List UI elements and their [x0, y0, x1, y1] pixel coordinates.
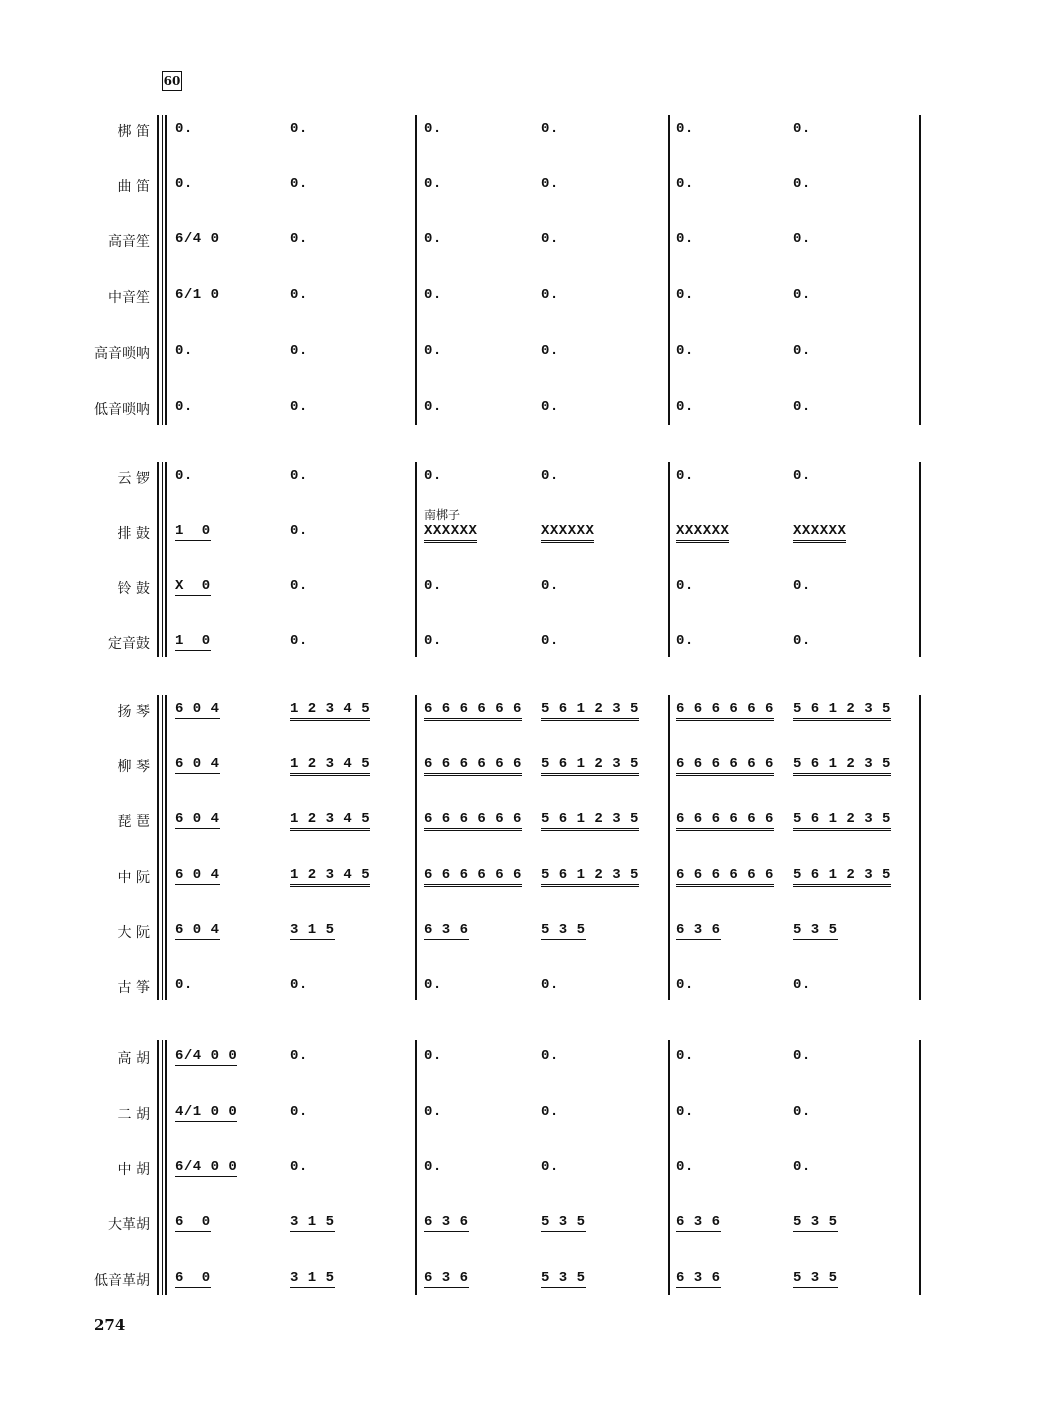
measure-cell: 6/4 0: [175, 231, 220, 247]
measure-cell: 0.: [424, 121, 442, 137]
measure-cell: 6 3 6: [424, 1214, 469, 1230]
measure-cell: 0.: [424, 287, 442, 303]
measure-cell: 0.: [541, 231, 559, 247]
group-bracket: [157, 462, 163, 657]
measure-cell: 0.: [290, 578, 308, 594]
measure-cell: 0.: [793, 176, 811, 192]
barline: [919, 1040, 921, 1295]
instrument-label: 扬 琴: [117, 704, 150, 720]
barline: [415, 1040, 417, 1295]
measure-cell: 0.: [175, 977, 193, 993]
measure-cell: 6 6 6 6 6 6: [676, 756, 774, 776]
measure-cell: 0.: [175, 343, 193, 359]
measure-cell: 0.: [541, 1048, 559, 1064]
measure-cell: 0.: [424, 343, 442, 359]
measure-cell: 1 0: [175, 523, 211, 539]
measure-cell: 0.: [290, 977, 308, 993]
measure-cell: 5 6 1 2 3 5: [793, 811, 891, 831]
measure-cell: 0.: [175, 468, 193, 484]
measure-cell: 3 1 5: [290, 1214, 335, 1230]
instrument-label: 大 阮: [117, 925, 150, 941]
measure-cell: 0.: [793, 633, 811, 649]
instrument-label: 二 胡: [117, 1107, 150, 1123]
measure-cell: 0.: [676, 287, 694, 303]
instrument-label: 低音革胡: [94, 1273, 150, 1289]
measure-cell: 6 0: [175, 1214, 211, 1230]
measure-cell: 0.: [676, 176, 694, 192]
measure-cell: 0.: [676, 1159, 694, 1175]
instrument-label: 中音笙: [108, 290, 150, 306]
measure-cell: 6 6 6 6 6 6: [424, 701, 522, 721]
measure-cell: 0.: [793, 121, 811, 137]
instrument-label: 曲 笛: [117, 179, 150, 195]
measure-cell: 0.: [541, 468, 559, 484]
measure-cell: 5 6 1 2 3 5: [541, 867, 639, 887]
measure-cell: 0.: [541, 343, 559, 359]
measure-cell: 1 2 3 4 5: [290, 811, 370, 831]
instrument-label: 高音笙: [108, 234, 150, 250]
measure-cell: XXXXXX: [424, 523, 477, 543]
measure-cell: XXXXXX: [793, 523, 846, 543]
measure-cell: 0.: [541, 578, 559, 594]
barline: [668, 115, 670, 425]
measure-cell: 0.: [175, 121, 193, 137]
measure-cell: 6 3 6: [676, 1270, 721, 1286]
measure-cell: 1 2 3 4 5: [290, 701, 370, 721]
measure-cell: X 0: [175, 578, 211, 594]
instrument-label: 定音鼓: [108, 636, 150, 652]
measure-cell: 5 6 1 2 3 5: [793, 756, 891, 776]
instrument-label: 大革胡: [108, 1217, 150, 1233]
system-line: [165, 462, 167, 657]
measure-cell: 0.: [793, 977, 811, 993]
measure-cell: 1 0: [175, 633, 211, 649]
measure-cell: 0.: [541, 1159, 559, 1175]
measure-cell: 0.: [424, 468, 442, 484]
measure-cell: 0.: [676, 1104, 694, 1120]
measure-cell: 0.: [290, 287, 308, 303]
measure-cell: 6 0 4: [175, 922, 220, 938]
instrument-label: 琵 琶: [117, 814, 150, 830]
measure-cell: 5 6 1 2 3 5: [541, 756, 639, 776]
barline: [668, 462, 670, 657]
measure-cell: 5 6 1 2 3 5: [793, 867, 891, 887]
measure-cell: 0.: [676, 343, 694, 359]
system-line: [165, 1040, 167, 1295]
measure-cell: 0.: [424, 231, 442, 247]
measure-cell: 0.: [290, 468, 308, 484]
measure-cell: 6 3 6: [676, 1214, 721, 1230]
measure-cell: 0.: [290, 399, 308, 415]
measure-cell: 5 3 5: [541, 1214, 586, 1230]
measure-cell: 5 3 5: [793, 922, 838, 938]
barline: [919, 695, 921, 1000]
measure-cell: 0.: [793, 399, 811, 415]
measure-cell: 6 0: [175, 1270, 211, 1286]
measure-cell: 6 0 4: [175, 756, 220, 772]
measure-cell: 0.: [424, 1048, 442, 1064]
system-line: [165, 115, 167, 425]
measure-cell: 6/4 0 0: [175, 1159, 238, 1175]
group-bracket: [157, 115, 163, 425]
measure-cell: 0.: [290, 633, 308, 649]
barline: [668, 695, 670, 1000]
measure-cell: 0.: [676, 468, 694, 484]
measure-cell: 0.: [424, 1159, 442, 1175]
measure-cell: 5 3 5: [793, 1214, 838, 1230]
measure-cell: 5 6 1 2 3 5: [541, 811, 639, 831]
barline: [415, 695, 417, 1000]
measure-cell: 0.: [290, 121, 308, 137]
measure-cell: 0.: [424, 399, 442, 415]
measure-cell: 0.: [676, 121, 694, 137]
rehearsal-mark: 60: [162, 71, 182, 91]
measure-cell: XXXXXX: [541, 523, 594, 543]
measure-cell: 3 1 5: [290, 1270, 335, 1286]
measure-cell: 0.: [676, 399, 694, 415]
measure-cell: 0.: [424, 578, 442, 594]
measure-cell: 6 6 6 6 6 6: [676, 867, 774, 887]
measure-cell: 0.: [793, 468, 811, 484]
measure-cell: 0.: [541, 176, 559, 192]
group-bracket: [157, 695, 163, 1000]
barline: [919, 115, 921, 425]
measure-cell: 6 6 6 6 6 6: [676, 811, 774, 831]
instrument-label: 高 胡: [117, 1051, 150, 1067]
measure-cell: 0.: [793, 343, 811, 359]
measure-cell: 5 3 5: [793, 1270, 838, 1286]
measure-cell: 5 6 1 2 3 5: [793, 701, 891, 721]
measure-cell: 0.: [290, 523, 308, 539]
measure-cell: 6 6 6 6 6 6: [424, 811, 522, 831]
measure-cell: 0.: [541, 1104, 559, 1120]
barline: [919, 462, 921, 657]
measure-cell: 0.: [290, 1104, 308, 1120]
measure-cell: 0.: [541, 121, 559, 137]
measure-cell: 6 3 6: [424, 922, 469, 938]
measure-cell: 0.: [290, 231, 308, 247]
system-line: [165, 695, 167, 1000]
page-number: 274: [94, 1316, 126, 1334]
measure-cell: 6/4 0 0: [175, 1048, 238, 1064]
measure-cell: 0.: [541, 287, 559, 303]
measure-cell: 6 0 4: [175, 811, 220, 827]
measure-cell: 6 0 4: [175, 867, 220, 883]
instrument-label: 排 鼓: [117, 526, 150, 542]
measure-cell: 6 0 4: [175, 701, 220, 717]
measure-cell: 6 6 6 6 6 6: [676, 701, 774, 721]
measure-cell: XXXXXX: [676, 523, 729, 543]
measure-cell: 0.: [676, 633, 694, 649]
measure-cell: 5 3 5: [541, 922, 586, 938]
measure-cell: 0.: [541, 399, 559, 415]
measure-cell: 5 6 1 2 3 5: [541, 701, 639, 721]
measure-cell: 0.: [290, 1159, 308, 1175]
section-marker: 南梆子: [424, 508, 461, 522]
measure-cell: 0.: [793, 287, 811, 303]
measure-cell: 0.: [424, 176, 442, 192]
measure-cell: 6 3 6: [676, 922, 721, 938]
measure-cell: 0.: [290, 343, 308, 359]
measure-cell: 1 2 3 4 5: [290, 867, 370, 887]
barline: [415, 462, 417, 657]
measure-cell: 6 6 6 6 6 6: [424, 867, 522, 887]
measure-cell: 0.: [793, 1159, 811, 1175]
measure-cell: 0.: [541, 977, 559, 993]
instrument-label: 中 胡: [117, 1162, 150, 1178]
measure-cell: 0.: [290, 1048, 308, 1064]
instrument-label: 梆 笛: [117, 124, 150, 140]
instrument-label: 柳 琴: [117, 759, 150, 775]
measure-cell: 0.: [175, 176, 193, 192]
measure-cell: 0.: [793, 578, 811, 594]
instrument-label: 古 筝: [117, 980, 150, 996]
instrument-label: 低音唢呐: [94, 402, 150, 418]
measure-cell: 0.: [676, 977, 694, 993]
measure-cell: 0.: [424, 1104, 442, 1120]
group-bracket: [157, 1040, 163, 1295]
measure-cell: 5 3 5: [541, 1270, 586, 1286]
measure-cell: 0.: [424, 633, 442, 649]
barline: [415, 115, 417, 425]
measure-cell: 6/1 0: [175, 287, 220, 303]
measure-cell: 4/1 0 0: [175, 1104, 238, 1120]
measure-cell: 0.: [676, 578, 694, 594]
measure-cell: 6 6 6 6 6 6: [424, 756, 522, 776]
measure-cell: 0.: [793, 231, 811, 247]
measure-cell: 0.: [175, 399, 193, 415]
measure-cell: 3 1 5: [290, 922, 335, 938]
barline: [668, 1040, 670, 1295]
measure-cell: 0.: [290, 176, 308, 192]
measure-cell: 6 3 6: [424, 1270, 469, 1286]
measure-cell: 0.: [793, 1104, 811, 1120]
instrument-label: 高音唢呐: [94, 346, 150, 362]
measure-cell: 0.: [793, 1048, 811, 1064]
measure-cell: 0.: [424, 977, 442, 993]
measure-cell: 0.: [676, 1048, 694, 1064]
measure-cell: 0.: [676, 231, 694, 247]
instrument-label: 中 阮: [117, 870, 150, 886]
measure-cell: 1 2 3 4 5: [290, 756, 370, 776]
instrument-label: 铃 鼓: [117, 581, 150, 597]
instrument-label: 云 锣: [117, 471, 150, 487]
measure-cell: 0.: [541, 633, 559, 649]
